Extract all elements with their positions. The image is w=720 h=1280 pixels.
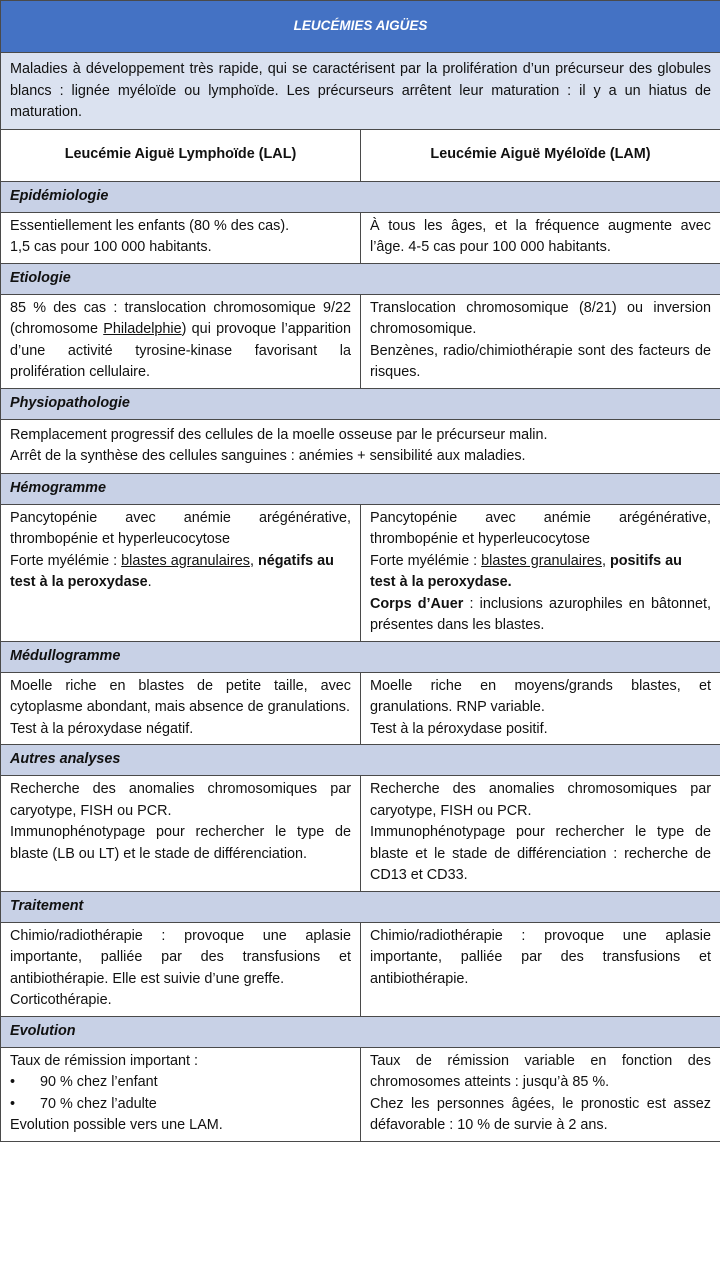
traitement-lal <box>1 922 361 1016</box>
etiologie-lal <box>1 294 361 388</box>
hemogramme-lal <box>1 504 361 641</box>
autres-analyses-lam-line: Immunophénotypage pour rechercher le type de blaste et le stade de différenciation : recherche de CD13 et CD33. <box>370 824 711 883</box>
section-heading-physiopathologie: Physiopathologie <box>1 388 720 419</box>
myelemie-prefix: Forte myélémie : <box>370 552 482 569</box>
philadelphie-link[interactable]: Philadelphie <box>103 321 182 337</box>
section-heading-medullogramme: Médullogramme <box>1 641 720 672</box>
column-header-lam: Leucémie Aiguë Myéloïde (LAM) <box>361 129 720 181</box>
medullogramme-lam-line: Moelle riche en moyens/grands blastes, et granulations. RNP variable. <box>370 677 711 715</box>
section-heading-epidemiologie: Epidémiologie <box>1 181 720 212</box>
medullogramme-lal-line: Test à la péroxydase négatif. <box>10 720 194 737</box>
epidemiologie-lam: À tous les âges, et la fréquence augmente avec l’âge. 4-5 cas pour 100 000 habitants. <box>361 212 720 263</box>
section-heading-traitement: Traitement <box>1 891 720 922</box>
section-heading-evolution: Evolution <box>1 1016 720 1047</box>
medullogramme-lam <box>361 672 720 745</box>
blastes-agranulaires-text: blastes agranulaires <box>121 552 250 569</box>
medullogramme-lam-line: Test à la péroxydase positif. <box>370 720 548 737</box>
physiopathologie-line: Remplacement progressif des cellules de la moelle osseuse par le précurseur malin. <box>10 426 548 443</box>
etiologie-lal-text-2: ) qui provoque l’apparition d’une activité tyrosine-kinase favorisant la prolifération cellulaire. <box>10 321 351 380</box>
list-item: • 90 % chez l’enfant <box>10 1072 351 1094</box>
physiopathologie-line: Arrêt de la synthèse des cellules sanguines : anémies + sensibilité aux maladies. <box>10 448 526 464</box>
evolution-lal <box>1 1047 361 1141</box>
hemogramme-lal-myelemie: Forte myélémie : blastes agranulaires, négatifs au test à la peroxydase. <box>10 552 334 590</box>
corps-auer-text: : inclusions azurophiles en bâtonnet, présentes dans les blastes. <box>370 595 711 633</box>
section-heading-hemogramme: Hémogramme <box>1 473 720 504</box>
evolution-lal-intro: Taux de rémission important : <box>10 1052 198 1069</box>
hemogramme-lal-pancytopenie: Pancytopénie avec anémie arégénérative, thrombopénie et hyperleucocytose <box>10 509 351 547</box>
corps-auer <box>370 594 711 637</box>
etiologie-lam-line: Benzènes, radio/chimiothérapie sont des facteurs de risques. <box>370 342 711 380</box>
traitement-lam: Chimio/radiothérapie : provoque une aplasie importante, palliée par des transfusions et antibiothérapie. <box>361 922 720 1016</box>
list-item: • 70 % chez l’adulte <box>10 1094 351 1116</box>
section-heading-etiologie: Etiologie <box>1 263 720 294</box>
table-title: LEUCÉMIES AIGÜES <box>1 1 720 53</box>
section-heading-autres-analyses: Autres analyses <box>1 745 720 776</box>
negatifs-peroxydase-text: négatifs au test à la peroxydase <box>10 552 334 590</box>
autres-analyses-lam-line: Recherche des anomalies chromosomiques par caryotype, FISH ou PCR. <box>370 781 711 819</box>
blastes-granulaires-text: blastes granulaires <box>481 552 602 569</box>
epidemiologie-lal <box>1 212 361 263</box>
etiologie-lam <box>361 294 720 388</box>
hemogramme-lam <box>361 504 720 641</box>
traitement-lal-line: Corticothérapie. <box>10 992 112 1008</box>
column-header-lal: Leucémie Aiguë Lymphoïde (LAL) <box>1 129 361 181</box>
evolution-lam-line: Chez les personnes âgées, le pronostic est assez défavorable : 10 % de survie à 2 ans. <box>370 1095 711 1133</box>
evolution-lam <box>361 1047 720 1141</box>
epidemiologie-lal-line: Essentiellement les enfants (80 % des cas). <box>10 217 290 234</box>
autres-analyses-lam <box>361 776 720 892</box>
intro-text: Maladies à développement très rapide, qui se caractérisent par la prolifération d’un précurseur des globules blancs : lignée myéloïde ou lymphoïde. Les précurseurs arrêtent leur maturation : il y a un hiatus de maturation. <box>1 53 720 130</box>
etiologie-lal-text-1: 85 % des cas : translocation chromosomique 9/22 (chromosome <box>10 299 351 337</box>
medullogramme-lal-line: Moelle riche en blastes de petite taille, avec cytoplasme abondant, mais absence de granulations. <box>10 677 351 715</box>
autres-analyses-lal-line: Immunophénotypage pour rechercher le type de blaste (LB ou LT) et le stade de différenciation. <box>10 824 351 862</box>
epidemiologie-lal-line: 1,5 cas pour 100 000 habitants. <box>10 239 212 255</box>
hemogramme-lam-pancytopenie: Pancytopénie avec anémie arégénérative, thrombopénie et hyperleucocytose <box>370 509 711 547</box>
positifs-peroxydase-text: positifs au test à la peroxydase. <box>370 552 682 590</box>
evolution-lal-end: Evolution possible vers une LAM. <box>10 1117 223 1133</box>
medullogramme-lal <box>1 672 361 745</box>
traitement-lal-line: Chimio/radiothérapie : provoque une aplasie importante, palliée par des transfusions et antibiothérapie. Elle est suivie d’une greffe. <box>10 927 351 987</box>
evolution-lal-bullets <box>10 1072 351 1115</box>
hemogramme-lam-myelemie: Forte myélémie : blastes granulaires, positifs au test à la peroxydase. <box>370 552 682 590</box>
physiopathologie-text <box>1 419 720 473</box>
myelemie-prefix: Forte myélémie : <box>10 552 122 569</box>
autres-analyses-lal <box>1 776 361 892</box>
autres-analyses-lal-line: Recherche des anomalies chromosomiques par caryotype, FISH ou PCR. <box>10 781 351 819</box>
evolution-lam-line: Taux de rémission variable en fonction des chromosomes atteints : jusqu’à 85 %. <box>370 1052 711 1090</box>
corps-auer-label: Corps d’Auer <box>370 595 464 612</box>
etiologie-lam-line: Translocation chromosomique (8/21) ou inversion chromosomique. <box>370 299 711 337</box>
